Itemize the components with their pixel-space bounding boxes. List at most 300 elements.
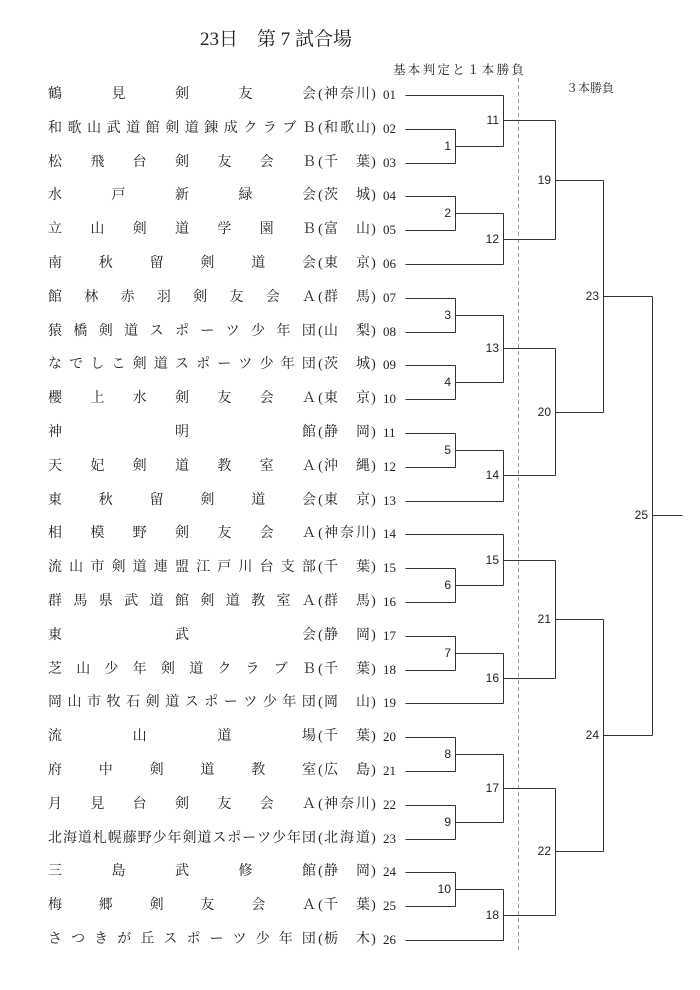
team-name [48,492,316,510]
prefecture-char: 葉 [356,729,370,745]
open-paren: ( [318,763,323,778]
name-char: 友 [217,526,232,542]
prefecture-char: 富 [324,222,338,238]
name-char: 牧 [106,695,121,711]
prefecture-char: 馬 [356,594,370,609]
prefecture-char: 千 [324,154,338,170]
team-row [48,627,401,645]
team-row [48,458,401,476]
name-char: 札 [92,830,107,846]
team-prefecture [318,830,376,848]
name-char: 山 [132,729,147,745]
name-char: 道 [225,594,240,609]
name-char: 梅 [48,898,62,914]
prefecture-char: 千 [324,661,338,677]
prefecture-char: 葉 [356,560,370,576]
name-char: 見 [90,796,105,812]
prefecture-text [323,187,371,205]
entry-number: 17 [383,627,396,643]
name-char: ー [209,932,224,947]
name-char: 石 [126,695,141,711]
prefecture-text [323,120,371,138]
name-char: ラ [262,120,277,136]
team-name [48,86,316,104]
team-name [48,289,316,307]
later-rounds-rule-label: ３本勝負 [566,81,615,95]
entry-number: 02 [383,120,396,136]
name-char: 教 [217,458,232,474]
entry-number: 16 [383,594,396,609]
prefecture-char: 岡 [324,695,338,711]
name-char: 剣 [174,796,189,812]
match-number: 22 [537,844,551,858]
open-paren: ( [318,695,323,711]
name-char: 道 [174,458,189,474]
first-rounds-rule-label: 基本判定と１本勝負 [393,63,527,77]
entry-number: 08 [383,323,396,339]
name-char: Ａ [301,594,316,609]
name-char: ポ [204,695,219,711]
name-char: 会 [259,154,274,170]
name-char: 年 [276,323,291,339]
close-paren: ) [371,763,376,778]
open-paren: ( [318,458,323,474]
match-number: 25 [634,508,648,522]
team-name [48,796,316,814]
team-prefecture [318,154,376,172]
prefecture-char: 川 [356,87,370,102]
name-char: 友 [217,391,232,407]
prefecture-char: 木 [356,932,370,947]
name-char: 年 [278,932,293,947]
name-char: さ [48,932,62,947]
name-char: 郷 [98,898,113,914]
open-paren: ( [318,357,323,373]
prefecture-text [323,897,371,915]
name-char: 少 [272,830,287,846]
prefecture-char: 奈 [340,87,354,102]
name-char: 剣 [111,560,126,576]
prefecture-char: 山 [356,695,370,711]
name-char: 櫻 [48,391,62,407]
team-name [48,458,316,476]
open-paren: ( [318,526,323,542]
name-char: 剣 [145,695,160,711]
team-prefecture [318,187,376,205]
match-number: 16 [485,671,499,685]
team-row [48,390,401,408]
team-name [48,762,316,780]
team-row [48,424,401,442]
team-prefecture [318,86,376,104]
name-char: 会 [265,289,280,305]
name-char: 室 [276,594,291,609]
prefecture-char: 東 [324,492,338,508]
entry-number: 06 [383,256,396,271]
name-char: ク [217,661,232,677]
prefecture-char: 岡 [356,425,370,440]
name-char: 剣 [149,763,164,778]
close-paren: ) [371,526,376,542]
name-char: 室 [301,763,316,778]
name-char: ー [242,830,257,846]
team-prefecture [318,221,376,239]
name-char: Ａ [301,458,316,474]
name-char: 台 [259,560,274,576]
name-char: 武 [124,594,139,609]
prefecture-text [323,390,371,408]
name-char: 丘 [140,932,155,947]
match-number: 24 [585,728,599,742]
name-char: 館 [145,120,160,136]
open-paren: ( [318,222,323,238]
name-char: 野 [137,830,152,846]
name-char: Ｂ [301,120,316,136]
team-row [48,593,401,611]
team-prefecture [318,323,376,341]
name-char: 団 [301,830,316,846]
prefecture-char: 茨 [324,188,338,204]
team-row [48,525,401,543]
name-char: 山 [87,120,102,136]
name-char: 東 [48,492,62,508]
open-paren: ( [318,796,323,812]
prefecture-char: 山 [356,120,370,136]
team-name [48,356,316,374]
name-char: し [90,357,105,373]
prefecture-char: 東 [324,256,338,271]
team-prefecture [318,120,376,138]
prefecture-text [323,289,371,307]
name-char: 会 [259,526,274,542]
match-number: 20 [537,405,551,419]
match-number: 15 [485,553,499,567]
name-char: 少 [152,830,167,846]
team-row [48,830,401,848]
prefecture-char: 京 [356,256,370,271]
name-char: 相 [48,526,62,542]
open-paren: ( [318,188,323,204]
name-char: 上 [90,391,105,407]
name-char: 神 [48,425,62,440]
match-number: 21 [537,612,551,626]
page-title: 23日 第 7 試合場 [200,29,353,50]
open-paren: ( [318,154,323,170]
name-char: ポ [186,932,201,947]
prefecture-text [323,796,371,814]
name-char: 会 [251,898,266,914]
prefecture-text [323,458,371,476]
prefecture-char: 京 [356,492,370,508]
name-char: 道 [77,830,92,846]
team-row [48,356,401,374]
entry-number: 22 [383,796,396,812]
prefecture-char: 城 [356,357,370,373]
name-char: 剣 [175,87,189,102]
open-paren: ( [318,729,323,745]
entry-number: 18 [383,661,396,677]
team-prefecture [318,627,376,645]
name-char: 月 [48,796,62,812]
entry-number: 05 [383,222,396,238]
prefecture-char: 静 [324,864,338,880]
prefecture-char: 和 [324,120,338,136]
name-char: 場 [301,729,316,745]
name-char: 館 [302,864,316,880]
close-paren: ) [371,492,376,508]
name-char: 江 [196,560,211,576]
entry-number: 21 [383,763,396,778]
name-char: 剣 [200,594,215,609]
team-row [48,694,401,712]
name-char: 室 [259,458,274,474]
entry-number: 24 [383,864,396,880]
entry-number: 03 [383,154,396,170]
open-paren: ( [318,898,323,914]
name-char: 団 [301,695,316,711]
name-char: 猿 [48,323,62,339]
team-prefecture [318,897,376,915]
name-char: 海 [62,830,77,846]
name-char: 錬 [204,120,219,136]
entry-number: 25 [383,898,396,914]
team-row [48,492,401,510]
match-number: 8 [444,747,451,761]
name-char: 剣 [132,458,147,474]
close-paren: ) [371,661,376,677]
name-char: 会 [301,492,316,508]
name-char: 市 [90,560,105,576]
team-prefecture [318,458,376,476]
match-number: 7 [444,646,451,660]
name-char: 藤 [122,830,137,846]
team-row [48,661,401,679]
name-char: 年 [280,357,295,373]
name-char: 団 [301,357,316,373]
team-row [48,154,401,172]
prefecture-text [323,154,371,172]
name-char: ー [217,357,232,373]
close-paren: ) [371,458,376,474]
name-char: 剣 [193,289,208,305]
close-paren: ) [371,188,376,204]
entry-number: 15 [383,560,396,576]
name-char: 剣 [160,661,175,677]
name-char: 天 [48,458,62,474]
name-char: 武 [106,120,121,136]
team-prefecture [318,593,376,611]
close-paren: ) [371,391,376,407]
close-paren: ) [371,796,376,812]
prefecture-text [323,661,371,679]
close-paren: ) [371,323,376,339]
name-char: 年 [287,830,301,846]
name-char: 道 [132,560,147,576]
open-paren: ( [318,425,323,440]
team-name [48,897,316,915]
prefecture-char: 京 [356,391,370,407]
prefecture-text [323,559,371,577]
close-paren: ) [371,864,376,880]
prefecture-char: 海 [340,830,354,846]
name-char: ス [184,695,199,711]
name-char: 少 [259,357,274,373]
prefecture-char: 葉 [356,154,370,170]
name-char: Ａ [301,796,316,812]
team-name [48,187,316,205]
name-char: 支 [280,560,295,576]
prefecture-char: 千 [324,898,338,914]
name-char: 三 [48,864,62,880]
name-char: 武 [175,864,189,880]
prefecture-char: 群 [324,594,338,609]
name-char: 剣 [182,830,197,846]
name-char: 立 [48,222,62,238]
match-number: 14 [485,468,499,482]
team-prefecture [318,492,376,510]
name-char: ー [200,323,215,339]
close-paren: ) [371,560,376,576]
name-char: 年 [167,830,182,846]
open-paren: ( [318,864,323,880]
entry-number: 19 [383,695,396,711]
team-name [48,694,316,712]
name-char: 和 [48,120,62,136]
name-char: 道 [165,695,180,711]
prefecture-text [323,593,371,611]
prefecture-char: 神 [324,796,338,812]
team-row [48,796,401,814]
name-char: ー [223,695,238,711]
name-char: 馬 [73,594,88,609]
name-char: 鶴 [48,87,62,102]
open-paren: ( [318,87,323,102]
prefecture-char: 茨 [324,357,338,373]
name-char: 会 [302,87,316,102]
name-char: 芝 [48,661,62,677]
entry-number: 04 [383,188,396,204]
open-paren: ( [318,560,323,576]
prefecture-char: 梨 [356,323,370,339]
close-paren: ) [371,222,376,238]
prefecture-char: 岡 [356,864,370,880]
name-char: 友 [238,87,253,102]
name-char: 友 [200,898,215,914]
close-paren: ) [371,256,376,271]
open-paren: ( [318,594,323,609]
entry-number: 10 [383,391,396,407]
team-name [48,830,316,848]
open-paren: ( [318,627,323,643]
name-char: 会 [259,391,274,407]
prefecture-char: 葉 [356,898,370,914]
team-row [48,255,401,273]
name-char: き [94,932,109,947]
name-char: 少 [262,695,277,711]
prefecture-text [323,221,371,239]
name-char: 橋 [73,323,88,339]
team-name [48,525,316,543]
close-paren: ) [371,898,376,914]
entry-number: 12 [383,458,396,474]
name-char: 団 [301,932,316,947]
name-char: 妃 [90,458,105,474]
prefecture-char: 広 [324,763,338,778]
prefecture-text [323,931,371,949]
open-paren: ( [318,289,323,305]
name-char: 幌 [107,830,122,846]
open-paren: ( [318,391,323,407]
name-char: 剣 [98,323,113,339]
name-char: 修 [238,864,253,880]
team-name [48,593,316,611]
prefecture-char: 北 [324,830,338,846]
name-char: こ [111,357,126,373]
open-paren: ( [318,120,323,136]
name-char: 山 [69,560,84,576]
match-number: 5 [444,443,451,457]
open-paren: ( [318,661,323,677]
team-row [48,120,401,138]
name-char: な [48,357,62,373]
team-name [48,154,316,172]
close-paren: ) [371,87,376,102]
team-row [48,728,401,746]
name-char: 友 [217,154,232,170]
name-char: 会 [259,796,274,812]
name-char: 剣 [165,120,180,136]
prefecture-char: 神 [324,87,338,102]
prefecture-char: 葉 [356,661,370,677]
name-char: が [117,932,132,947]
name-char: Ａ [301,289,316,305]
name-char: 館 [174,594,189,609]
prefecture-char: 静 [324,627,338,643]
name-char: 連 [153,560,168,576]
name-char: 秋 [98,256,113,271]
name-char: 道 [174,222,189,238]
name-char: 山 [67,695,82,711]
team-name [48,323,316,341]
match-number: 19 [537,173,551,187]
name-char: Ａ [301,391,316,407]
close-paren: ) [371,627,376,643]
team-name [48,931,316,949]
prefecture-char: 歌 [340,120,354,136]
entry-number: 14 [383,526,396,542]
match-number: 11 [486,113,499,127]
name-char: 台 [132,796,147,812]
name-char: 島 [111,864,126,880]
name-char: 山 [76,661,91,677]
name-char: ツ [243,695,258,711]
prefecture-char: 群 [324,289,338,305]
name-char: ク [243,120,258,136]
team-prefecture [318,661,376,679]
team-prefecture [318,255,376,273]
team-prefecture [318,796,376,814]
name-char: 少 [104,661,119,677]
name-char: 会 [301,256,316,271]
name-char: 道 [153,357,168,373]
name-char: 留 [149,492,164,508]
prefecture-text [323,424,371,442]
name-char: ス [163,932,178,947]
prefecture-text [323,525,371,543]
name-char: 会 [302,627,316,643]
prefecture-char: 川 [356,796,370,812]
team-prefecture [318,863,376,881]
